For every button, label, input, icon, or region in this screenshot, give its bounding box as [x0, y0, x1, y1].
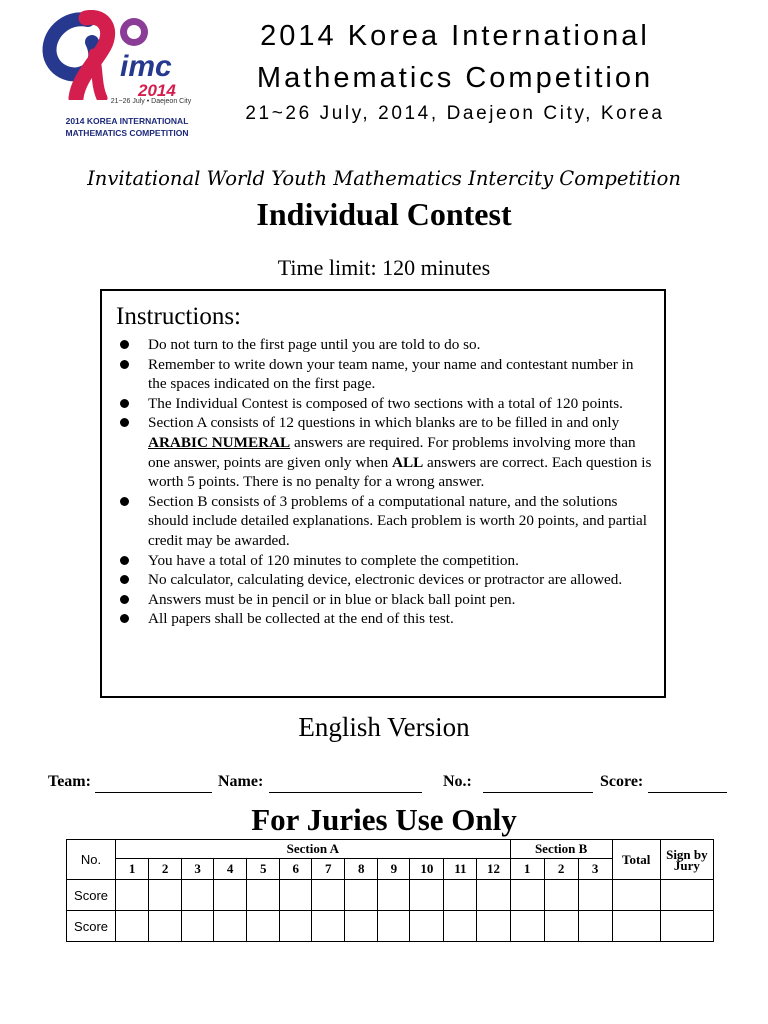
name-label: Name:	[218, 773, 264, 790]
instructions-list	[116, 335, 652, 629]
section-a-col: 5	[247, 859, 280, 880]
contest-title: Individual Contest	[256, 196, 512, 232]
section-a-col: 8	[345, 859, 378, 880]
score-cell[interactable]	[477, 911, 510, 942]
team-label: Team:	[48, 773, 91, 790]
section-a-col: 7	[312, 859, 345, 880]
all-emphasis: ALL	[392, 453, 424, 471]
score-cell[interactable]	[116, 911, 149, 942]
number-field[interactable]	[483, 792, 593, 793]
sign-by-jury-header: Sign by Jury	[660, 840, 713, 880]
score-label: Score:	[600, 773, 644, 790]
section-a-header: Section A	[116, 840, 511, 859]
score-cell[interactable]	[444, 911, 477, 942]
section-a-col: 1	[116, 859, 149, 880]
imc-logo	[36, 10, 218, 144]
score-field[interactable]	[648, 792, 727, 793]
competition-name: Invitational World Youth Mathematics Intercity Competition	[87, 167, 681, 190]
section-a-col: 4	[214, 859, 247, 880]
logo-line2: MATHEMATICS COMPETITION	[65, 128, 189, 138]
section-a-col: 2	[149, 859, 182, 880]
section-b-header: Section B	[510, 840, 612, 859]
score-cell[interactable]	[410, 880, 444, 911]
score-cell[interactable]	[345, 880, 378, 911]
instruction-item: Section B consists of 3 problems of a computational nature, and the solutions should include detailed explanations. Each problem is worth 20 points, and partial credit may be awarded.	[116, 492, 652, 551]
section-a-col: 11	[444, 859, 477, 880]
score-cell[interactable]	[378, 880, 410, 911]
section-b-col: 1	[510, 859, 544, 880]
instruction-text: answers are correct. Each question is worth 5 points. There is no penalty for a wrong answer.	[148, 453, 652, 491]
table-row	[67, 911, 714, 942]
score-cell[interactable]	[214, 880, 247, 911]
score-cell[interactable]	[410, 911, 444, 942]
score-cell[interactable]	[312, 911, 345, 942]
name-field[interactable]	[269, 792, 422, 793]
score-cell[interactable]	[247, 911, 280, 942]
section-b-col: 3	[578, 859, 612, 880]
score-cell[interactable]	[149, 880, 182, 911]
score-cell[interactable]	[149, 911, 182, 942]
score-cell[interactable]	[578, 880, 612, 911]
instruction-item: Remember to write down your team name, your name and contestant number in the spaces indicated on the first page.	[116, 355, 652, 394]
section-a-col: 12	[477, 859, 510, 880]
header-title-line2: Mathematics Competition	[256, 62, 654, 94]
instruction-text: answers are required. For problems involving more than one answer, points are given only when	[148, 433, 636, 471]
score-cell[interactable]	[444, 880, 477, 911]
time-limit: Time limit: 120 minutes	[277, 255, 491, 280]
score-cell[interactable]	[182, 880, 214, 911]
score-cell[interactable]	[214, 911, 247, 942]
instruction-item: You have a total of 120 minutes to complete the competition.	[116, 551, 652, 571]
header-subtitle: 21~26 July, 2014, Daejeon City, Korea	[245, 103, 665, 124]
score-cell[interactable]	[312, 880, 345, 911]
score-row-label: Score	[67, 880, 116, 911]
instruction-item	[116, 413, 652, 491]
score-cell[interactable]	[544, 880, 578, 911]
instruction-item: Answers must be in pencil or in blue or black ball point pen.	[116, 590, 652, 610]
total-header: Total	[612, 840, 660, 880]
sign-cell[interactable]	[660, 880, 713, 911]
total-cell[interactable]	[612, 880, 660, 911]
instruction-item: Do not turn to the first page until you are told to do so.	[116, 335, 652, 355]
logo-year: 2014	[138, 81, 176, 100]
instruction-item: No calculator, calculating device, electronic devices or protractor are allowed.	[116, 570, 652, 590]
logo-line1: 2014 KOREA INTERNATIONAL	[65, 116, 189, 126]
score-cell[interactable]	[510, 880, 544, 911]
score-cell[interactable]	[247, 880, 280, 911]
score-cell[interactable]	[280, 911, 312, 942]
instructions-box	[100, 289, 666, 698]
instruction-text: Section A consists of 12 questions in which blanks are to be filled in and only	[148, 414, 620, 432]
instructions-heading: Instructions:	[116, 303, 241, 330]
score-cell[interactable]	[280, 880, 312, 911]
score-row-label: Score	[67, 911, 116, 942]
number-label: No.:	[443, 773, 472, 790]
section-a-col: 9	[378, 859, 410, 880]
score-cell[interactable]	[544, 911, 578, 942]
score-cell[interactable]	[345, 911, 378, 942]
imc-mark: imc	[120, 50, 172, 83]
section-a-col: 3	[182, 859, 214, 880]
sign-cell[interactable]	[660, 911, 713, 942]
section-a-col: 6	[280, 859, 312, 880]
imc-ribbon-icon	[36, 10, 218, 100]
score-cell[interactable]	[378, 911, 410, 942]
juries-title: For Juries Use Only	[251, 802, 517, 837]
header-title-line1: 2014 Korea International	[260, 20, 650, 52]
instruction-item: All papers shall be collected at the end of this test.	[116, 609, 652, 629]
score-cell[interactable]	[116, 880, 149, 911]
logo-date-line: 21~26 July • Daejeon City	[110, 98, 192, 105]
english-version-label: English Version	[298, 712, 470, 742]
instruction-item: The Individual Contest is composed of two sections with a total of 120 points.	[116, 394, 652, 414]
score-cell[interactable]	[182, 911, 214, 942]
no-header: No.	[67, 840, 116, 880]
total-cell[interactable]	[612, 911, 660, 942]
score-cell[interactable]	[578, 911, 612, 942]
score-cell[interactable]	[477, 880, 510, 911]
score-cell[interactable]	[510, 911, 544, 942]
section-b-col: 2	[544, 859, 578, 880]
arabic-numeral-emphasis: ARABIC NUMERAL	[148, 433, 291, 451]
section-a-col: 10	[410, 859, 444, 880]
jury-score-table	[66, 839, 714, 942]
team-field[interactable]	[95, 792, 212, 793]
table-row	[67, 880, 714, 911]
